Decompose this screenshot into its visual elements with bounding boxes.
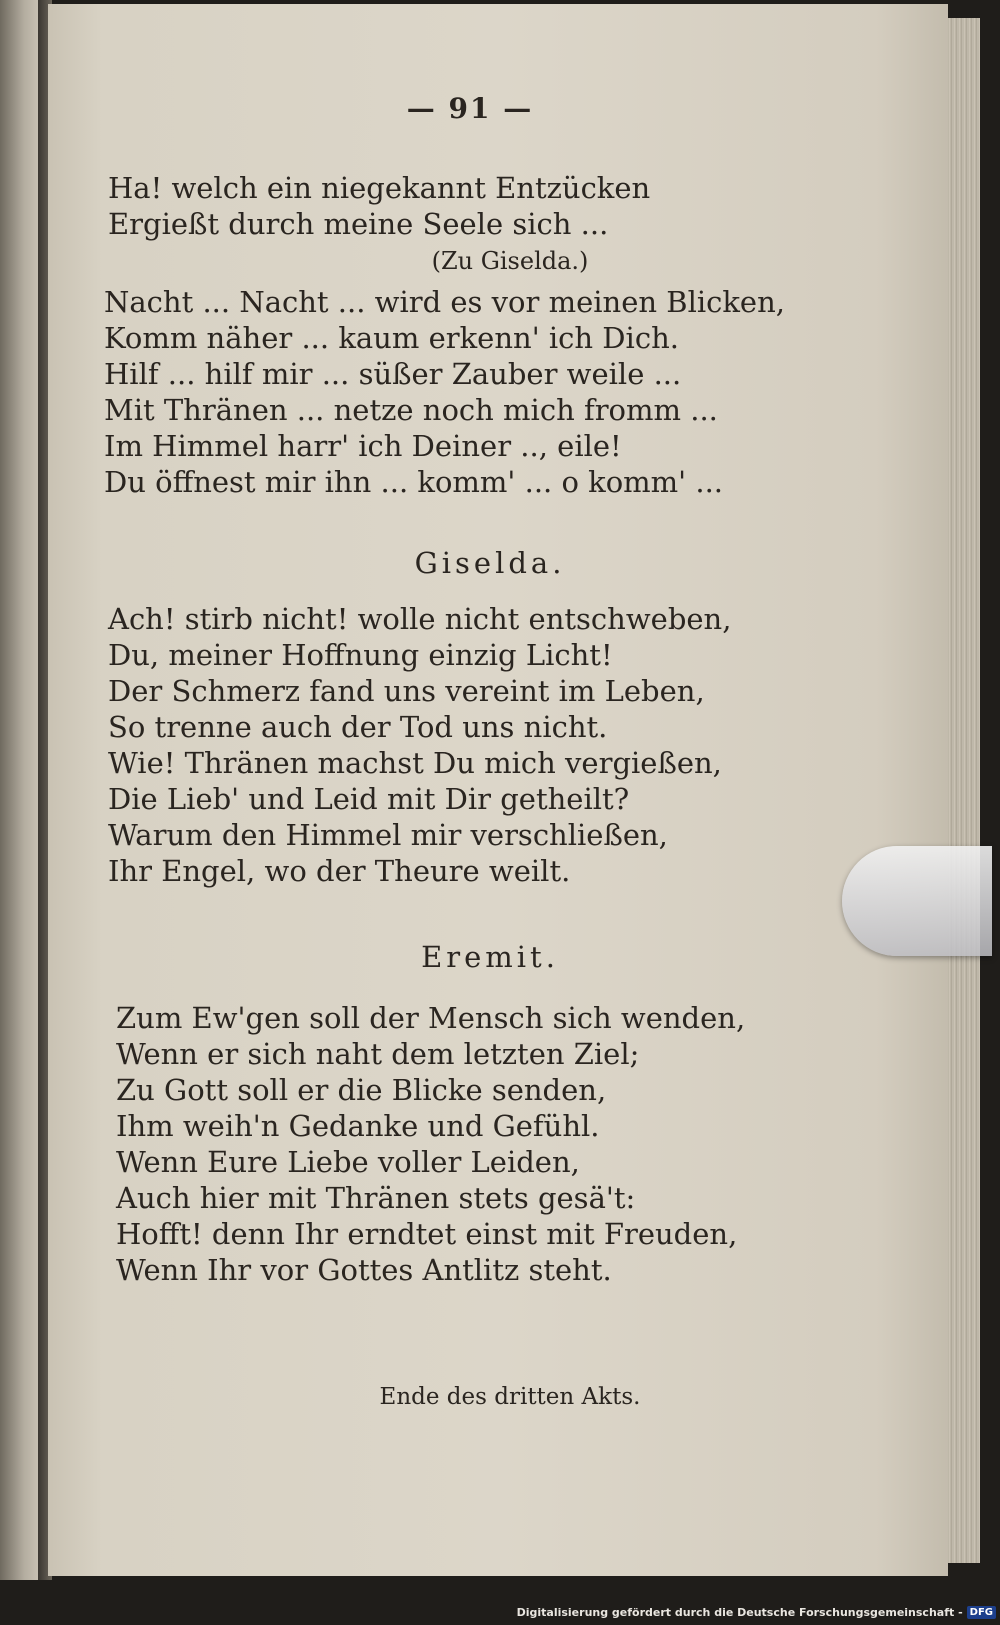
verse-line: Zum Ew'gen soll der Mensch sich wenden, [116, 1001, 746, 1035]
verse-line: Der Schmerz fand uns vereint im Leben, [108, 674, 705, 708]
verse-line: Ach! stirb nicht! wolle nicht entschweben, [108, 602, 732, 636]
speaker-heading-giselda: Giselda. [414, 546, 566, 580]
verse-line: Du öffnest mir ihn ... komm' ... o komm' ... [104, 465, 724, 499]
verse-stanza-3 [116, 1000, 745, 1288]
verse-line: Im Himmel harr' ich Deiner .., eile! [104, 429, 622, 463]
verse-stanza-1b [104, 284, 785, 500]
verse-stanza-2 [108, 601, 731, 889]
bookmark-clip [842, 846, 992, 956]
verse-line: Mit Thränen ... netze noch mich fromm ... [104, 393, 718, 427]
verse-line: Wenn Ihr vor Gottes Antlitz steht. [116, 1253, 612, 1287]
verse-line: Du, meiner Hoffnung einzig Licht! [108, 638, 613, 672]
speaker-heading-eremit: Eremit. [421, 940, 559, 974]
digitization-credit [517, 1601, 996, 1623]
verse-line: Hilf ... hilf mir ... süßer Zauber weile ... [104, 357, 682, 391]
verse-line: Ihr Engel, wo der Theure weilt. [108, 854, 571, 888]
verse-line: Komm näher ... kaum erkenn' ich Dich. [104, 321, 679, 355]
verse-line: Wenn Eure Liebe voller Leiden, [116, 1145, 580, 1179]
verse-line: Warum den Himmel mir verschließen, [108, 818, 668, 852]
verse-line: Ihm weih'n Gedanke und Gefühl. [116, 1109, 600, 1143]
verse-line: Nacht ... Nacht ... wird es vor meinen Blicken, [104, 285, 785, 319]
verse-line: Ergießt durch meine Seele sich ... [108, 207, 609, 241]
stage-direction: (Zu Giselda.) [431, 247, 589, 275]
verse-line: Ha! welch ein niegekannt Entzücken [108, 171, 651, 205]
verse-line: Hofft! denn Ihr erndtet einst mit Freuden, [116, 1217, 738, 1251]
verse-line: Wie! Thränen machst Du mich vergießen, [108, 746, 722, 780]
verse-line: Zu Gott soll er die Blicke senden, [116, 1073, 607, 1107]
dfg-logo-icon: DFG [967, 1606, 996, 1619]
verse-stanza-1 [108, 170, 650, 242]
verse-line: Auch hier mit Thränen stets gesä't: [116, 1181, 636, 1215]
act-end-note: Ende des dritten Akts. [379, 1384, 641, 1410]
verse-line: So trenne auch der Tod uns nicht. [108, 710, 608, 744]
credit-text: Digitalisierung gefördert durch die Deutsche Forschungsgemeinschaft - [516, 1605, 963, 1619]
verse-line: Wenn er sich naht dem letzten Ziel; [116, 1037, 640, 1071]
verse-line: Die Lieb' und Leid mit Dir getheilt? [108, 782, 630, 816]
page-number: — 91 — [406, 92, 534, 125]
